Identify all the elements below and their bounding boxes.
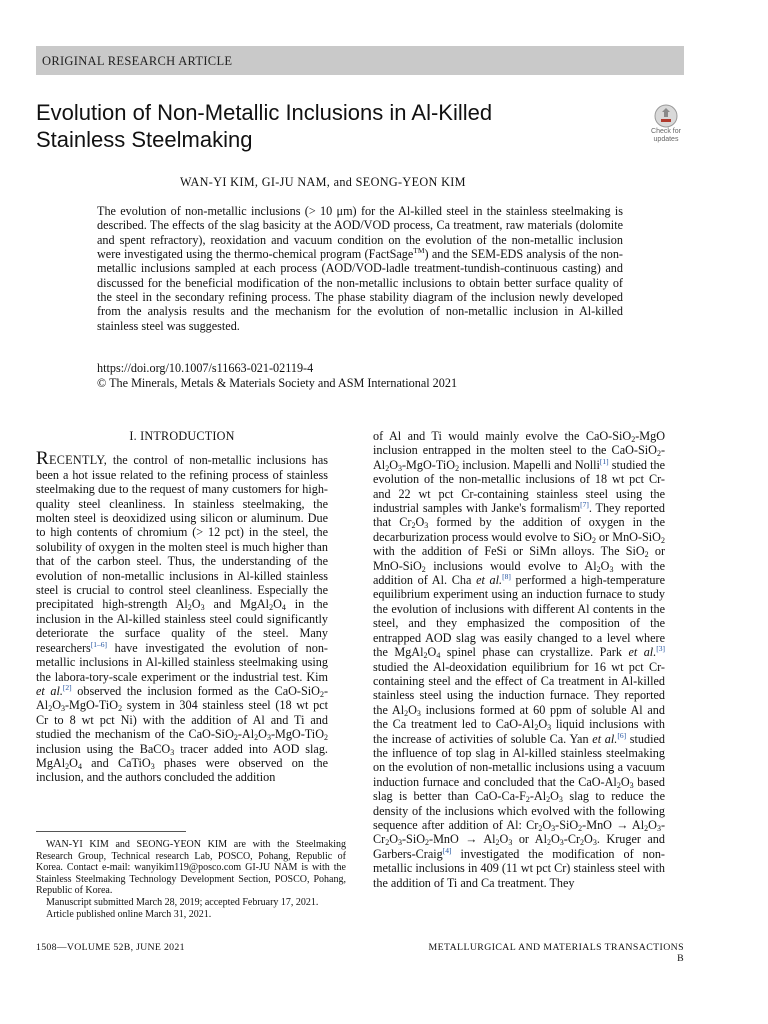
footnote-affiliation: WAN-YI KIM and SEONG-YEON KIM are with the Steelmaking Research Group, Technical research Lab, POSCO, Pohang, Republic of Korea. Contact e-mail: wanyikim119@posco.com GI-JU NAM is with the Stainless Steelmaking Technology Development Section, POSCO, Pohang, Republic of Korea. xyxy=(36,839,346,897)
page-footer-volume: 1508—VOLUME 52B, JUNE 2021 xyxy=(36,942,185,953)
drop-cap: R xyxy=(36,448,49,470)
doi-link[interactable]: https://doi.org/10.1007/s11663-021-02119-4 xyxy=(97,361,314,375)
citation-link[interactable]: [4] xyxy=(442,845,452,855)
citation-link[interactable]: [6] xyxy=(617,730,627,740)
citation-link[interactable]: [3] xyxy=(656,644,665,654)
article-type-banner: ORIGINAL RESEARCH ARTICLE xyxy=(36,46,684,75)
badge-label-1: Check for xyxy=(651,128,681,135)
author-affiliation-footnote xyxy=(36,839,346,920)
article-title xyxy=(36,99,596,153)
citation-link[interactable]: [2] xyxy=(62,682,72,692)
left-column xyxy=(36,429,328,785)
right-column xyxy=(373,429,665,890)
footnote-submitted: Manuscript submitted March 28, 2019; accepted February 17, 2021. xyxy=(46,896,319,908)
citation-link[interactable]: [7] xyxy=(580,500,589,510)
abstract: The evolution of non-metallic inclusions (> 10 μm) for the Al-killed steel in the stainless steelmaking is described. The effects of the slag basicity at the AOD/VOD process, Ca treatment, raw materials (dolomite and spent refractory), reoxidation and vacuum condition on the evolution of the non-metallic inclusion were investigated using the thermo-chemical program (FactSage™) and the SEM-EDS analysis of the non-metallic inclusions sampled at each process (AOD/VOD-ladle treatment-tundish-continuous casting) and discussed for the beneficial modification of the non-metallic inclusions to obtain better surface quality of the steel in the secondary refining process. The phase stability diagram of the inclusion newly developed from the analysis results and the mechanism for the evolution of non-metallic inclusion in Al-killed stainless steel was suggested. xyxy=(97,204,623,333)
intro-paragraph-1: RECENTLY, the control of non-metallic inclusions has been a hot issue related to the refining process of stainless steelmaking due to the request of many customers for high-quality steel cleanliness. In stainless steelmaking, the molten steel is deoxidized using silicon or aluminum. Due to high contents of chromium (> 12 pct) in the steel, the solubility of oxygen in the molten steel is much higher than that of the carbon steel. Thus, the understanding of the evolution of non-metallic inclusions in Al-killed stainless steel is crucial to control steel cleanliness. Especially the precipitated high-strength $Al_2O_3$ and $MgAl_2O_4$ in the inclusion in the Al-killed stainless steel could significantly deteriorate the surface quality of the steel. Many researchers[1–6] have investigated the evolution of non-metallic inclusions in Al-killed stainless steelmaking using the labora-tory-scale experiment or the industrial test. Kim et al.[2] observed the inclusion formed as the CaO-$SiO_2-Al_2O_3-MgO-TiO_2$ system in 304 stainless steel (18 wt pct Cr to 8 wt pct Ni) with the addition of Al and Ti and studied the mechanism of the CaO-$SiO_2-Al_2O_3-MgO-TiO_2$ inclusion using the BaCO$_3$ tracer added into AOD slag. $MgAl_2O_4$ and CaTiO$_3$ phases were observed on the inclusion, and the authors concluded the addition xyxy=(36,448,329,785)
check-for-updates-badge[interactable] xyxy=(644,104,688,146)
citation-link[interactable]: [1] xyxy=(599,456,609,466)
footnote-divider xyxy=(36,831,186,832)
title-line-1: Evolution of Non-Metallic Inclusions in Al-Killed xyxy=(36,100,493,125)
footnote-published: Article published online March 31, 2021. xyxy=(46,908,212,920)
doi-block xyxy=(97,361,623,390)
badge-label-2: updates xyxy=(653,136,679,143)
crossmark-icon xyxy=(654,104,678,128)
author-list: WAN-YI KIM, GI-JU NAM, and SEONG-YEON KIM xyxy=(180,175,466,189)
section-heading-introduction: I. INTRODUCTION xyxy=(129,429,235,443)
citation-link[interactable]: [1–6] xyxy=(90,639,108,649)
citation-link[interactable]: [8] xyxy=(502,572,511,582)
page-footer-journal: METALLURGICAL AND MATERIALS TRANSACTIONS B xyxy=(428,942,684,964)
intro-paragraph-1-continued: of Al and Ti would mainly evolve the CaO-SiO$_2$-MgO inclusion entrapped in the molten steel to the CaO-$SiO_2-Al_2O_3-MgO-TiO_2$ inclusion. Mapelli and Nolli[1] studied the evolution of the non-metallic inclusions of 18 wt pct Cr- and 22 wt pct Cr-containing stainless steel using the industrial samples with Janke's formalism[7]. They reported that $Cr_2O_3$ formed by the addition of oxygen in the decarburization process would evolve to SiO$_2$ or MnO-SiO$_2$ with the addition of FeSi or SiMn alloys. The SiO$_2$ or MnO-SiO$_2$ inclusions would evolve to $Al_2O_3$ with the addition of Al. Cha et al.[8] performed a high-temperature equilibrium experiment using an induction furnace to study the evolution of inclusions with different Al contents in the steel, and they emphasized the composition of the entrapped AOD slag was easily changed to a level where the $MgAl_2O_4$ spinel phase can crystallize. Park et al.[3] studied the Al-deoxidation equilibrium for 16 wt pct Cr-containing steel and the effect of Ca treatment in Al-killed stainless steel using the induction furnace. They reported the $Al_2O_3$ inclusions formed at 60 ppm of soluble Al and the Ca treatment led to CaO-$Al_2O_3$ liquid inclusions with the increase of activities of soluble Ca. Yan et al.[6] studied the influence of top slag in Al-killed stainless steelmaking on the evolution of non-metallic inclusions using a vacuum induction furnace and concluded that the CaO-$Al_2O_3$ based slag is better than CaO-$Ca-F_2-Al_2O_3$ slag to reduce the density of the inclusions which evolved with the following sequence after addition of Al: $Cr_2O_3-SiO_2$-MnO → $Al_2O_3-Cr_2O_3-SiO_2$-MnO → $Al_2O_3$ or $Al_2O_3-Cr_2O_3$. Kruger and Garbers-Craig[4] investigated the modification of non-metallic inclusions in 409 (11 wt pct Cr) stainless steel with the addition of Ti and Ca treatment. They xyxy=(373,429,666,890)
title-line-2: Stainless Steelmaking xyxy=(36,127,253,152)
copyright-line: © The Minerals, Metals & Materials Society and ASM International 2021 xyxy=(97,375,458,390)
